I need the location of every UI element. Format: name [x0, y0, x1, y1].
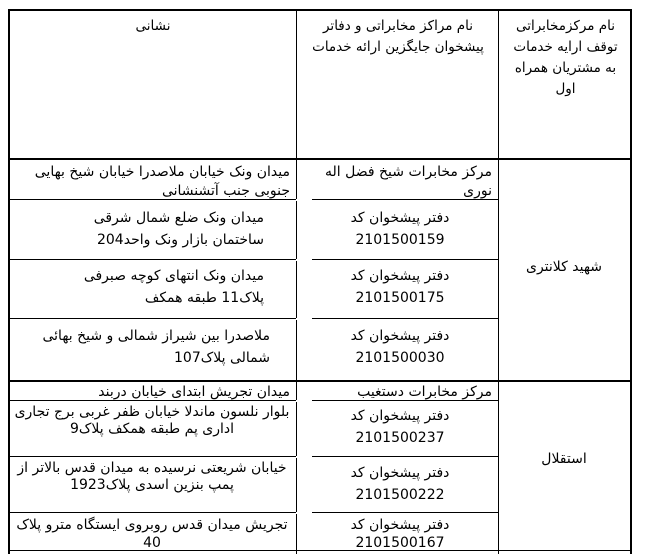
table-border	[8, 9, 631, 11]
city-cell: شهید کلانتری	[525, 259, 603, 275]
address-cell: بلوار نلسون ماندلا خیابان ظفر غربی برج تجاری اداری پم طبقه همکف پلاک9	[14, 404, 290, 437]
city-cell: استقلال	[541, 451, 587, 467]
row-divider	[8, 199, 498, 200]
address-cell: خیابان شریعتی نرسیده به میدان قدس بالاتر از پمپ بنزین اسدی پلاک1923	[17, 460, 287, 493]
address-cell: میدان ونک انتهای کوچه صبرفی پلاک11 طبقه همکف	[83, 268, 264, 306]
table-border	[630, 9, 632, 554]
office-cell: دفتر پیشخوان کد 2101500030	[350, 328, 450, 366]
row-divider	[8, 318, 498, 319]
address-cell: میدان ونک ضلع شمال شرقی ساختمان بازار ونک واحد204	[93, 210, 264, 248]
office-cell: دفتر پیشخوان کد 2101500167	[350, 517, 450, 551]
office-cell: دفتر پیشخوان کد 2101500175	[350, 268, 450, 306]
header-divider	[8, 158, 631, 160]
office-cell: دفتر پیشخوان کد 2101500222	[350, 465, 450, 503]
office-cell: مرکز مخابرات دستغیب	[357, 384, 492, 400]
address-cell: میدان تجریش ابتدای خیابان دربند	[98, 384, 290, 400]
address-cell: ملاصدرا بین شیراز شمالی و شیخ بهائی شمالی پلاک107	[42, 328, 270, 366]
office-cell: دفتر پیشخوان کد 2101500237	[350, 408, 450, 446]
header-offices: نام مراکز مخابراتی و دفاتر پیشخوان جایگزین ارائه خدمات	[312, 18, 484, 55]
column-divider	[498, 9, 499, 554]
header-city: نام مرکزمخابراتی توقف ارایه خدمات به مشتریان همراه اول	[513, 18, 618, 97]
table-border	[8, 9, 10, 554]
office-cell: مرکز مخابرات شیخ فضل اله نوری	[325, 164, 492, 199]
row-divider	[8, 456, 498, 457]
office-cell: دفتر پیشخوان کد 2101500159	[350, 210, 450, 248]
row-divider	[8, 512, 498, 513]
row-divider	[8, 259, 498, 260]
row-divider	[8, 380, 631, 382]
column-divider	[296, 9, 297, 554]
header-address: نشانی	[135, 18, 171, 34]
address-cell: میدان ونک خیابان ملاصدرا خیابان شیخ بهایی جنوبی جنب آتشنشانی	[34, 164, 290, 199]
address-cell: تجریش میدان قدس روبروی ایستگاه مترو پلاک 40	[16, 517, 288, 551]
